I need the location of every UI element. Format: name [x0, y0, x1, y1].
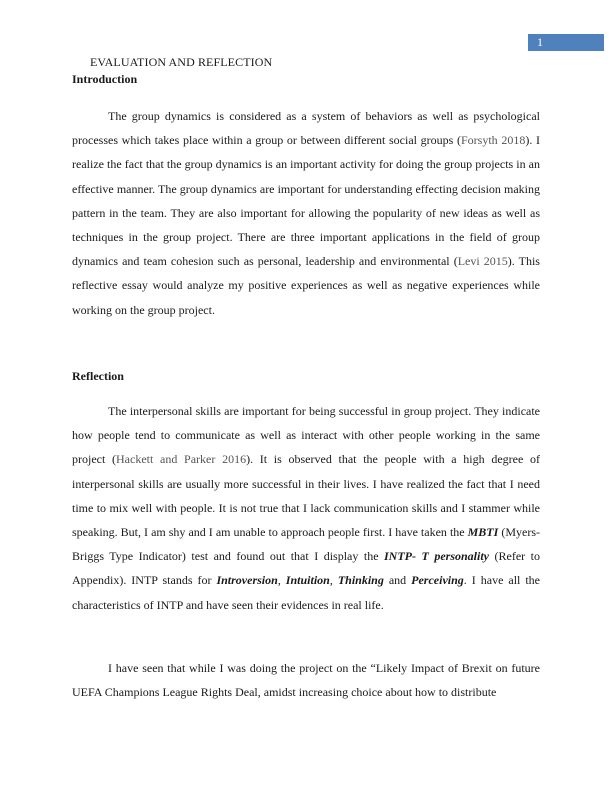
text-run: ). I realize the fact that the group dynamics is an important activity for doing the group projects in an effective manner. The group dynamics are important for understanding effecting decision making pattern in the team. They are also important for allowing the popularity of new ideas as well as techniques in the group project. There are three important applications in the field of group dynamics and team cohesion such as personal, leadership and environmental ( — [72, 133, 540, 269]
page-number: 1 — [537, 35, 543, 49]
text-run: ). This reflective essay would analyze my positive experiences as well as negative experiences while working on the group project. — [72, 254, 540, 317]
citation: Hackett and Parker 2016 — [116, 452, 247, 467]
running-head: EVALUATION AND REFLECTION — [90, 55, 273, 69]
emphasis-thinking: Thinking — [337, 573, 384, 588]
emphasis-personality: INTP- T personality — [384, 549, 489, 564]
text-run: ). It is observed that the people with a high degree of interpersonal skills are usually more successful in their lives. I have realized the fact that I need time to mix well with people. It is not true that I lack communication skills and I stammer while speaking. But, I am shy and I am unable to approach people first. I have taken the — [72, 452, 540, 540]
text-run: , — [277, 573, 286, 588]
text-run: (Myers-Briggs Type Indicator) test and found out that I display the — [72, 525, 540, 564]
text-run: . I have all the characteristics of INTP and have seen their evidences in real life. — [72, 573, 541, 612]
emphasis-intuition: Intuition — [285, 573, 330, 588]
citation: Forsyth 2018 — [460, 133, 526, 148]
reflection-paragraph-2 — [72, 656, 540, 704]
citation: Levi 2015 — [457, 254, 508, 269]
text-run: (Refer to Appendix). INTP stands for — [72, 549, 540, 588]
page-number-box — [528, 34, 604, 51]
introduction-heading: Introduction — [72, 72, 138, 86]
reflection-heading: Reflection — [72, 369, 124, 383]
text-run: and — [383, 573, 412, 588]
text-run: , — [329, 573, 338, 588]
emphasis-perceiving: Perceiving — [411, 573, 464, 588]
reflection-paragraph-1 — [72, 399, 540, 617]
text-run: The group dynamics is considered as a system of behaviors as well as psychological processes which takes place within a group or between different social groups ( — [72, 109, 540, 148]
text-run: I have seen that while I was doing the project on the “Likely Impact of Brexit on future UEFA Champions League Rights Deal, amidst increasing choice about how to distribute — [72, 661, 540, 700]
text-run: The interpersonal skills are important for being successful in group project. They indicate how people tend to communicate as well as interact with other people working in the same project ( — [72, 404, 540, 467]
emphasis-mbti: MBTI — [467, 525, 499, 540]
emphasis-introversion: Introversion — [216, 573, 278, 588]
introduction-paragraph — [72, 104, 540, 322]
